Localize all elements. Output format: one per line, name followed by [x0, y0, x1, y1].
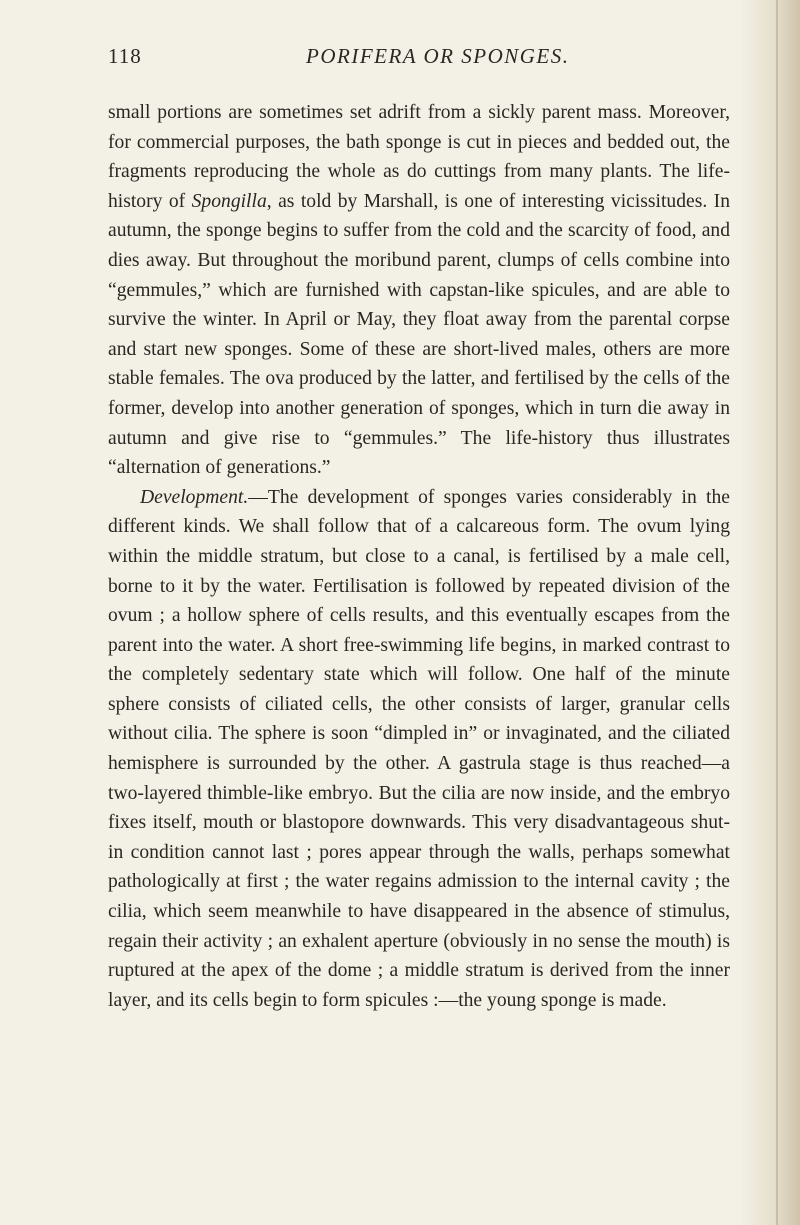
binding-edge-line: [776, 0, 778, 1225]
running-title: PORIFERA OR SPONGES.: [306, 44, 570, 68]
paragraph-life-history: [108, 98, 730, 483]
body-text: [108, 98, 730, 1015]
taxon-name: Spongilla: [191, 190, 267, 212]
page-header: [108, 44, 718, 74]
paragraph-development: [108, 483, 730, 1016]
page-number: 118: [108, 44, 142, 68]
page-edge-shadow: [740, 0, 800, 1225]
paragraph-1-text-a: small portions are sometimes set adrift from a sickly parent mass. Moreover, for commercial purposes, the bath sponge is cut in pieces and bedded out, the fragments reproducing the whole as do cuttings from many plants. The life-history of: [108, 102, 730, 212]
paragraph-2-text: —The development of sponges varies considerably in the different kinds. We shall follow that of a calcareous form. The ovum lying within the middle stratum, but close to a canal, is fertilised by a male cell, borne to it by the water. Fertilisation is followed by repeated division of the ovum ; a hollow sphere of cells results, and this eventually escapes from the parent into the water. A short free-swimming life begins, in marked contrast to the completely sedentary state which will follow. One half of the minute sphere consists of ciliated cells, the other consists of larger, granular cells without cilia. The sphere is soon “dimpled in” or invaginated, and the ciliated hemisphere is surrounded by the other. A gastrula stage is thus reached—a two-layered thimble-like embryo. But the cilia are now inside, and the embryo fixes itself, mouth or blastopore downwards. This very disadvantageous shut-in condition cannot last ; pores appear through the walls, perhaps somewhat pathologically at first ; the water regains admission to the internal cavity ; the cilia, which seem meanwhile to have disappeared in the absence of stimulus, regain their activity ; an exhalent aperture (obviously in no sense the mouth) is ruptured at the apex of the dome ; a middle stratum is derived from the inner layer, and its cells begin to form spicules :—the young sponge is made.: [108, 486, 730, 1011]
section-heading: Development.: [140, 486, 249, 508]
paragraph-1-text-b: , as told by Marshall, is one of interesting vicissitudes. In autumn, the sponge begins to suffer from the cold and the scarcity of food, and dies away. But throughout the moribund parent, clumps of cells combine into “gemmules,” which are furnished with capstan-like spicules, and are able to survive the winter. In April or May, they float away from the parental corpse and start new sponges. Some of these are short-lived males, others are more stable females. The ova produced by the latter, and fertilised by the cells of the former, develop into another generation of sponges, which in turn die away in autumn and give rise to “gemmules.” The life-history thus illustrates “alternation of generations.”: [108, 190, 730, 479]
